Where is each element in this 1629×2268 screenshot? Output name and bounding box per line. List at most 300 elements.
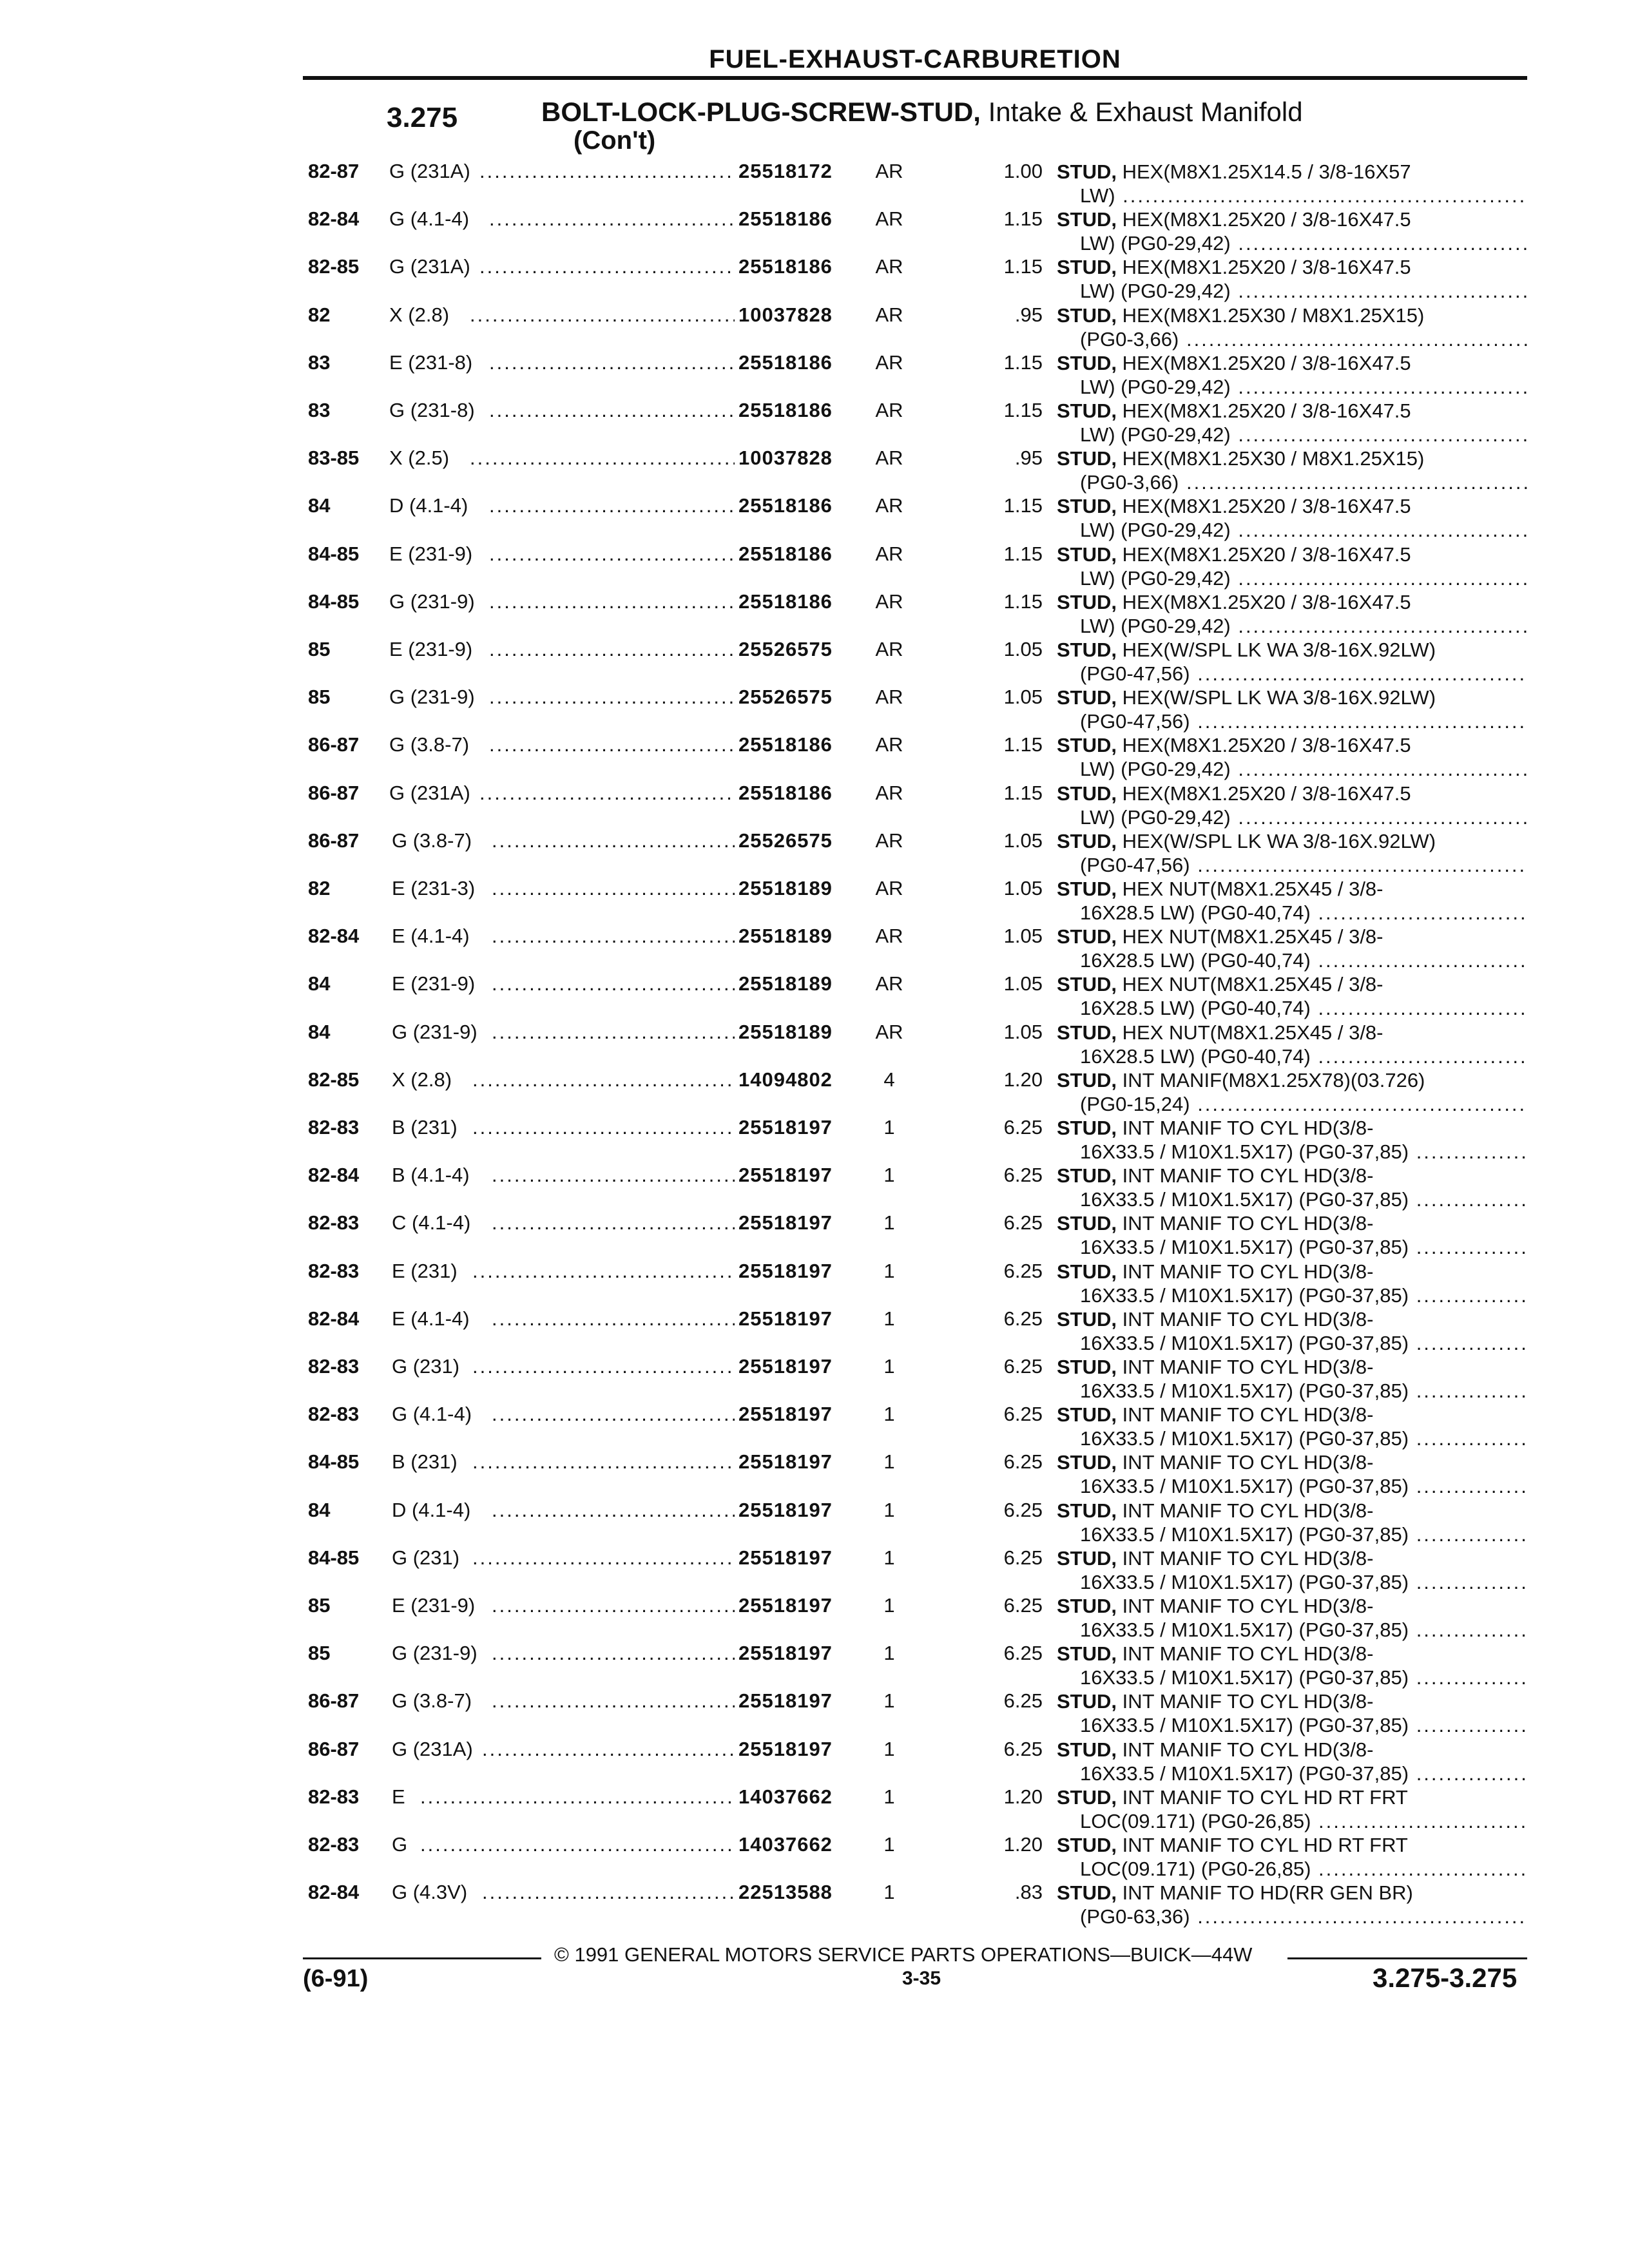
part-row	[0, 1642, 1629, 1689]
price: 1.15	[1003, 781, 1043, 804]
description-keyword: STUD,	[1057, 1546, 1117, 1570]
part-row	[0, 399, 1629, 447]
quantity: 1	[883, 1116, 895, 1139]
quantity: AR	[875, 686, 903, 709]
description-line-1	[1057, 638, 1527, 662]
part-row	[0, 160, 1629, 207]
price: 1.15	[1003, 542, 1043, 565]
part-row	[0, 1211, 1629, 1259]
dot-leader	[472, 1546, 735, 1570]
part-row	[0, 638, 1629, 686]
dot-leader	[472, 1068, 735, 1091]
part-number: 10037828	[738, 303, 833, 326]
quantity: AR	[875, 781, 903, 804]
description-text: INT MANIF TO CYL HD(3/8-	[1117, 1546, 1374, 1570]
description-text: INT MANIF TO CYL HD(3/8-	[1117, 1451, 1374, 1474]
description-keyword: STUD,	[1057, 399, 1117, 422]
dot-leader	[492, 1403, 735, 1426]
price: 1.05	[1003, 829, 1043, 852]
description-text: HEX(W/SPL LK WA 3/8-16X.92LW)	[1117, 639, 1436, 661]
part-description	[1057, 303, 1527, 351]
description-text: HEX(M8X1.25X20 / 3/8-16X47.5	[1117, 495, 1411, 518]
part-description	[1057, 255, 1527, 303]
quantity: 1	[883, 1164, 895, 1187]
description-keyword: STUD,	[1057, 878, 1117, 900]
description-continuation: 16X28.5 LW) (PG0-40,74)	[1080, 901, 1311, 924]
description-keyword: STUD,	[1057, 1451, 1117, 1474]
model-code: G (231A)	[389, 255, 470, 278]
price: 6.25	[1003, 1450, 1043, 1474]
dot-leader	[489, 543, 735, 566]
price: 1.20	[1003, 1068, 1043, 1091]
model-code: G (231)	[392, 1355, 460, 1378]
description-keyword: STUD,	[1057, 1834, 1117, 1856]
part-number: 25518186	[738, 351, 833, 374]
description-text: HEX(M8X1.25X20 / 3/8-16X47.5	[1117, 208, 1411, 231]
part-description	[1057, 1738, 1527, 1785]
dot-leader	[489, 207, 735, 231]
part-row	[0, 733, 1629, 781]
description-keyword: STUD,	[1057, 1403, 1117, 1427]
description-line-2	[1057, 1523, 1527, 1546]
description-line-1	[1057, 1068, 1527, 1092]
part-description	[1057, 686, 1527, 733]
part-number: 25518197	[738, 1211, 833, 1235]
footer-copyright: © 1991 GENERAL MOTORS SERVICE PARTS OPERATIONS—BUICK—44W	[554, 1943, 1253, 1966]
footer-date-code: (6-91)	[303, 1965, 369, 1992]
model-code: G (3.8-7)	[392, 829, 472, 852]
part-number: 25518186	[738, 494, 833, 517]
part-description	[1057, 1164, 1527, 1211]
description-line-1	[1057, 1594, 1527, 1618]
dot-leader	[492, 1499, 735, 1522]
description-line-1	[1057, 829, 1527, 853]
part-number: 14094802	[738, 1068, 833, 1091]
description-line-2	[1057, 1762, 1527, 1785]
description-continuation: LW) (PG0-29,42)	[1080, 375, 1231, 398]
description-text: HEX(M8X1.25X20 / 3/8-16X47.5	[1117, 351, 1411, 374]
part-description	[1057, 399, 1527, 447]
quantity: AR	[875, 829, 903, 852]
model-code: D (4.1-4)	[389, 494, 468, 517]
model-code: D (4.1-4)	[392, 1498, 471, 1521]
description-line-2	[1057, 423, 1527, 447]
year-range: 82-85	[308, 255, 360, 278]
year-range: 82-83	[308, 1833, 360, 1856]
description-continuation: 16X33.5 / M10X1.5X17) (PG0-37,85)	[1080, 1619, 1409, 1641]
section-subtitle: (Con't)	[574, 126, 656, 155]
quantity: 4	[883, 1068, 895, 1091]
dot-leader	[479, 160, 735, 183]
description-line-1	[1057, 160, 1527, 184]
model-code: G (231-8)	[389, 399, 475, 421]
dot-leader	[470, 447, 735, 470]
description-continuation: 16X33.5 / M10X1.5X17) (PG0-37,85)	[1080, 1714, 1409, 1737]
description-line-2	[1057, 279, 1527, 303]
description-text: HEX(M8X1.25X14.5 / 3/8-16X57	[1117, 160, 1411, 183]
part-description	[1057, 543, 1527, 590]
part-number: 25526575	[738, 686, 833, 709]
description-text: INT MANIF TO CYL HD(3/8-	[1117, 1595, 1374, 1617]
description-continuation: LW) (PG0-29,42)	[1080, 614, 1231, 637]
part-row	[0, 686, 1629, 733]
dot-leader	[492, 972, 735, 995]
part-number: 25518189	[738, 877, 833, 899]
price: 1.15	[1003, 494, 1043, 517]
model-code: B (231)	[392, 1450, 458, 1474]
part-description	[1057, 925, 1527, 972]
dot-leader	[492, 925, 735, 948]
description-keyword: STUD,	[1057, 1068, 1117, 1091]
description-keyword: STUD,	[1057, 1307, 1117, 1331]
description-continuation: LW) (PG0-29,42)	[1080, 805, 1231, 829]
description-keyword: STUD,	[1057, 303, 1117, 327]
year-range: 82-83	[308, 1259, 360, 1282]
description-line-2	[1057, 1570, 1527, 1594]
description-line-2	[1057, 1044, 1527, 1068]
description-line-1	[1057, 1260, 1527, 1283]
price: 1.05	[1003, 638, 1043, 660]
part-description	[1057, 1021, 1527, 1068]
section-title-main: BOLT-LOCK-PLUG-SCREW-STUD,	[541, 97, 981, 127]
year-range: 82-83	[308, 1403, 360, 1426]
part-row	[0, 1260, 1629, 1307]
model-code: G (231)	[392, 1546, 460, 1569]
part-number: 14037662	[738, 1785, 833, 1808]
dot-leader	[420, 1833, 735, 1856]
part-row	[0, 1116, 1629, 1164]
description-line-2	[1057, 327, 1527, 351]
part-row	[0, 255, 1629, 303]
description-text: HEX(W/SPL LK WA 3/8-16X.92LW)	[1117, 829, 1436, 852]
part-description	[1057, 1307, 1527, 1355]
part-row	[0, 829, 1629, 877]
model-code: G (4.3V)	[392, 1881, 468, 1904]
part-number: 25518186	[738, 207, 833, 231]
description-line-2	[1057, 1092, 1527, 1116]
price: 1.05	[1003, 925, 1043, 948]
year-range: 85	[308, 686, 331, 709]
description-continuation: (PG0-47,56)	[1080, 662, 1190, 685]
description-keyword: STUD,	[1057, 639, 1117, 661]
description-text: HEX(M8X1.25X30 / M8X1.25X15)	[1117, 303, 1425, 327]
part-row	[0, 207, 1629, 255]
model-code: G	[392, 1833, 408, 1856]
description-keyword: STUD,	[1057, 1212, 1117, 1235]
year-range: 82	[308, 877, 331, 899]
part-number: 25518197	[738, 1498, 833, 1521]
part-number: 25518186	[738, 781, 833, 804]
year-range: 84	[308, 494, 331, 517]
description-text: HEX NUT(M8X1.25X45 / 3/8-	[1117, 973, 1383, 996]
part-description	[1057, 782, 1527, 829]
description-line-1	[1057, 925, 1527, 948]
dot-leader	[489, 399, 735, 422]
description-text: INT MANIF TO CYL HD(3/8-	[1117, 1117, 1374, 1139]
part-number: 25518189	[738, 925, 833, 948]
part-description	[1057, 1450, 1527, 1498]
dot-leader	[472, 1260, 735, 1283]
model-code: E (231-3)	[392, 877, 476, 899]
model-code: E (231-9)	[392, 1594, 476, 1617]
part-row	[0, 494, 1629, 542]
description-keyword: STUD,	[1057, 686, 1117, 709]
description-text: HEX(W/SPL LK WA 3/8-16X.92LW)	[1117, 686, 1436, 709]
description-line-1	[1057, 351, 1527, 375]
description-keyword: STUD,	[1057, 1356, 1117, 1378]
part-row	[0, 1164, 1629, 1211]
part-description	[1057, 733, 1527, 781]
part-number: 25518186	[738, 733, 833, 756]
price: 6.25	[1003, 1737, 1043, 1760]
dot-leader	[489, 351, 735, 374]
quantity: AR	[875, 447, 903, 470]
description-text: HEX NUT(M8X1.25X45 / 3/8-	[1117, 878, 1383, 900]
price: .95	[1014, 447, 1043, 470]
description-keyword: STUD,	[1057, 351, 1117, 374]
part-description	[1057, 1116, 1527, 1164]
year-range: 82-83	[308, 1211, 360, 1235]
description-continuation: (PG0-3,66)	[1080, 327, 1179, 351]
model-code: E (231)	[392, 1259, 458, 1282]
dot-leader	[489, 494, 735, 517]
description-keyword: STUD,	[1057, 160, 1117, 183]
model-code: E (231-8)	[389, 351, 473, 374]
description-line-2	[1057, 375, 1527, 399]
description-line-1	[1057, 1499, 1527, 1523]
description-line-1	[1057, 1307, 1527, 1331]
quantity: AR	[875, 303, 903, 326]
description-line-1	[1057, 494, 1527, 518]
part-description	[1057, 829, 1527, 877]
part-description	[1057, 1785, 1527, 1833]
description-line-1	[1057, 1785, 1527, 1809]
quantity: AR	[875, 877, 903, 899]
part-number: 25526575	[738, 829, 833, 852]
description-continuation: 16X33.5 / M10X1.5X17) (PG0-37,85)	[1080, 1570, 1409, 1593]
quantity: 1	[883, 1498, 895, 1521]
description-line-2	[1057, 518, 1527, 542]
part-description	[1057, 160, 1527, 207]
dot-leader	[479, 782, 735, 805]
description-text: HEX(M8X1.25X20 / 3/8-16X47.5	[1117, 543, 1411, 566]
price: 1.05	[1003, 972, 1043, 995]
year-range: 82-84	[308, 207, 360, 231]
part-number: 25518186	[738, 255, 833, 278]
description-line-1	[1057, 590, 1527, 614]
part-description	[1057, 494, 1527, 542]
price: 1.15	[1003, 255, 1043, 278]
quantity: 1	[883, 1403, 895, 1426]
price: 6.25	[1003, 1259, 1043, 1282]
quantity: AR	[875, 1020, 903, 1043]
description-continuation: 16X33.5 / M10X1.5X17) (PG0-37,85)	[1080, 1283, 1409, 1307]
description-continuation: LOC(09.171) (PG0-26,85)	[1080, 1858, 1311, 1880]
part-description	[1057, 1689, 1527, 1737]
model-code: G (231-9)	[392, 1020, 477, 1043]
year-range: 84-85	[308, 1450, 360, 1474]
description-line-1	[1057, 1546, 1527, 1570]
dot-leader	[420, 1785, 735, 1809]
year-range: 84	[308, 972, 331, 995]
description-keyword: STUD,	[1057, 734, 1117, 757]
description-line-2	[1057, 1474, 1527, 1498]
page-header: FUEL-EXHAUST-CARBURETION	[709, 45, 1121, 73]
description-line-2	[1057, 231, 1527, 255]
description-line-2	[1057, 184, 1527, 207]
description-text: HEX(M8X1.25X20 / 3/8-16X47.5	[1117, 590, 1411, 613]
part-row	[0, 972, 1629, 1020]
year-range: 83	[308, 399, 331, 421]
part-row	[0, 1785, 1629, 1833]
description-line-2	[1057, 1235, 1527, 1259]
model-code: G (231-9)	[392, 1642, 477, 1665]
description-keyword: STUD,	[1057, 1595, 1117, 1617]
description-continuation: 16X33.5 / M10X1.5X17) (PG0-37,85)	[1080, 1379, 1409, 1402]
dot-leader	[482, 1738, 735, 1761]
dot-leader	[472, 1450, 735, 1474]
description-keyword: STUD,	[1057, 1690, 1117, 1713]
year-range: 85	[308, 638, 331, 660]
quantity: 1	[883, 1881, 895, 1904]
part-description	[1057, 590, 1527, 638]
part-row	[0, 1450, 1629, 1498]
description-line-2	[1057, 709, 1527, 733]
description-continuation: LW) (PG0-29,42)	[1080, 280, 1231, 303]
footer-page-number: 3-35	[902, 1968, 941, 1989]
part-row	[0, 925, 1629, 972]
description-line-1	[1057, 782, 1527, 805]
part-description	[1057, 972, 1527, 1020]
dot-leader	[492, 877, 735, 900]
price: 1.00	[1003, 160, 1043, 182]
price: 1.15	[1003, 207, 1043, 231]
dot-leader	[489, 590, 735, 613]
description-keyword: STUD,	[1057, 208, 1117, 231]
description-line-1	[1057, 1738, 1527, 1762]
part-number: 25518197	[738, 1259, 833, 1282]
description-keyword: STUD,	[1057, 1164, 1117, 1187]
description-line-1	[1057, 1689, 1527, 1713]
year-range: 85	[308, 1594, 331, 1617]
description-line-2	[1057, 470, 1527, 494]
year-range: 86-87	[308, 733, 360, 756]
part-row	[0, 877, 1629, 925]
price: 1.05	[1003, 686, 1043, 709]
part-number: 25518197	[738, 1737, 833, 1760]
model-code: G (231A)	[392, 1737, 473, 1760]
part-description	[1057, 207, 1527, 255]
description-text: INT MANIF TO CYL HD RT FRT	[1117, 1834, 1408, 1856]
part-number: 25518197	[738, 1116, 833, 1139]
description-line-2	[1057, 1379, 1527, 1403]
part-number: 25518197	[738, 1594, 833, 1617]
dot-leader	[482, 1881, 735, 1904]
quantity: AR	[875, 207, 903, 231]
part-row	[0, 1499, 1629, 1546]
quantity: 1	[883, 1737, 895, 1760]
dot-leader	[492, 829, 735, 852]
model-code: X (2.8)	[389, 303, 450, 326]
description-keyword: STUD,	[1057, 543, 1117, 566]
part-number: 25518197	[738, 1689, 833, 1713]
description-line-2	[1057, 948, 1527, 972]
description-text: INT MANIF TO CYL HD(3/8-	[1117, 1642, 1374, 1666]
quantity: AR	[875, 638, 903, 660]
part-number: 25518197	[738, 1546, 833, 1569]
description-line-1	[1057, 1450, 1527, 1474]
price: 6.25	[1003, 1211, 1043, 1235]
year-range: 82-85	[308, 1068, 360, 1091]
description-line-2	[1057, 1809, 1527, 1833]
model-code: E (4.1-4)	[392, 925, 470, 948]
section-number: 3.275	[387, 102, 458, 133]
description-line-1	[1057, 1403, 1527, 1427]
description-continuation: 16X33.5 / M10X1.5X17) (PG0-37,85)	[1080, 1427, 1409, 1450]
year-range: 82-84	[308, 1164, 360, 1187]
part-number: 25518197	[738, 1307, 833, 1330]
part-row	[0, 1546, 1629, 1594]
part-row	[0, 1738, 1629, 1785]
footer-section-range: 3.275-3.275	[1373, 1963, 1518, 1993]
price: 1.15	[1003, 590, 1043, 613]
description-keyword: STUD,	[1057, 1881, 1117, 1905]
description-line-1	[1057, 447, 1527, 470]
part-row	[0, 1355, 1629, 1403]
model-code: G (231-9)	[389, 686, 475, 709]
description-continuation: 16X28.5 LW) (PG0-40,74)	[1080, 1044, 1311, 1068]
quantity: 1	[883, 1642, 895, 1665]
description-keyword: STUD,	[1057, 1021, 1117, 1044]
description-line-1	[1057, 1355, 1527, 1379]
description-continuation: 16X33.5 / M10X1.5X17) (PG0-37,85)	[1080, 1523, 1409, 1546]
part-row	[0, 782, 1629, 829]
description-keyword: STUD,	[1057, 1738, 1117, 1761]
description-continuation: LW) (PG0-29,42)	[1080, 423, 1231, 446]
description-continuation: LW)	[1080, 184, 1115, 207]
year-range: 82-83	[308, 1785, 360, 1808]
year-range: 82-84	[308, 1307, 360, 1330]
description-text: INT MANIF TO CYL HD(3/8-	[1117, 1260, 1374, 1283]
quantity: AR	[875, 351, 903, 374]
part-description	[1057, 1499, 1527, 1546]
description-continuation: 16X28.5 LW) (PG0-40,74)	[1080, 949, 1311, 972]
part-number: 10037828	[738, 447, 833, 470]
model-code: G (4.1-4)	[392, 1403, 472, 1426]
part-number: 25518197	[738, 1450, 833, 1474]
description-line-1	[1057, 1642, 1527, 1666]
model-code: G (3.8-7)	[389, 733, 470, 756]
dot-leader	[472, 1116, 735, 1139]
model-code: E (4.1-4)	[392, 1307, 470, 1330]
dot-leader	[492, 1642, 735, 1665]
quantity: 1	[883, 1211, 895, 1235]
quantity: 1	[883, 1259, 895, 1282]
description-line-2	[1057, 1905, 1527, 1928]
quantity: AR	[875, 972, 903, 995]
year-range: 82-83	[308, 1355, 360, 1378]
description-text: INT MANIF TO CYL HD RT FRT	[1117, 1785, 1408, 1809]
part-description	[1057, 1833, 1527, 1881]
part-number: 25518186	[738, 542, 833, 565]
model-code: E (231-9)	[389, 542, 473, 565]
dot-leader	[492, 1164, 735, 1187]
price: 1.05	[1003, 877, 1043, 899]
model-code: E	[392, 1785, 405, 1808]
part-number: 25518189	[738, 972, 833, 995]
description-line-1	[1057, 399, 1527, 423]
description-text: INT MANIF TO CYL HD(3/8-	[1117, 1212, 1374, 1235]
